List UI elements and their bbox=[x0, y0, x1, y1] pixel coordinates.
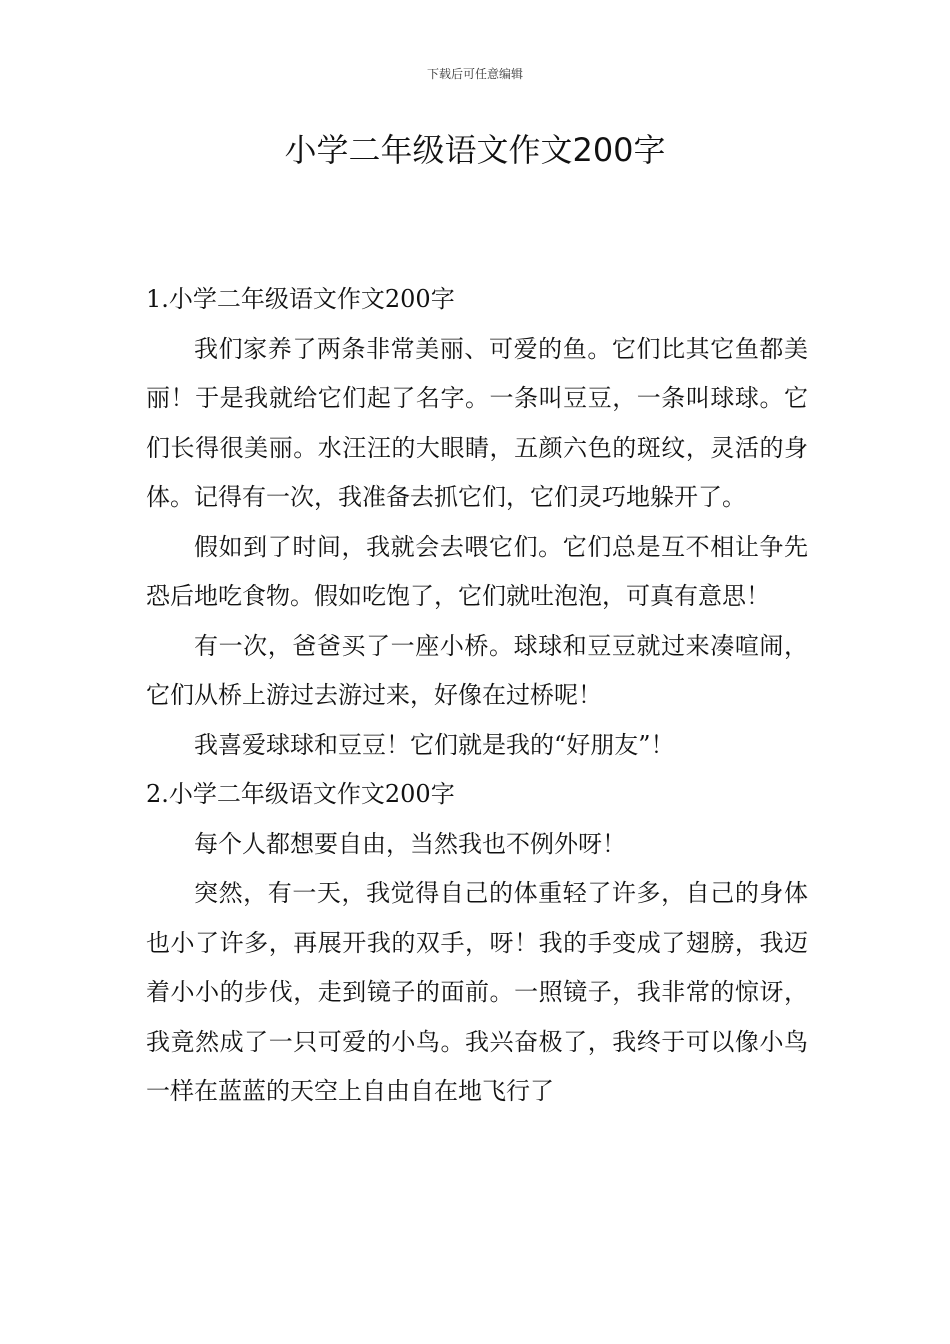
paragraph: 我喜爱球球和豆豆！它们就是我的“好朋友”！ bbox=[194, 730, 675, 759]
document-body bbox=[146, 275, 808, 1117]
paragraph: 每个人都想要自由，当然我也不例外呀！ bbox=[194, 829, 626, 858]
paragraph: 我们家养了两条非常美丽、可爱的鱼。它们比其它鱼都美丽！于是我就给它们起了名字。一条叫豆豆，一条叫球球。它们长得很美丽。水汪汪的大眼睛，五颜六色的斑纹，灵活的身体。记得有一次，我准备去抓它们，它们灵巧地躲开了。 bbox=[146, 334, 808, 511]
paragraph: 突然，有一天，我觉得自己的体重轻了许多，自己的身体也小了许多，再展开我的双手，呀！我的手变成了翅膀，我迈着小小的步伐，走到镜子的面前。一照镜子，我非常的惊讶，我竟然成了一只可爱的小鸟。我兴奋极了，我终于可以像小鸟一样在蓝蓝的天空上自由自在地飞行了 bbox=[146, 879, 808, 1105]
paragraph: 假如到了时间，我就会去喂它们。它们总是互不相让争先恐后地吃食物。假如吃饱了，它们就吐泡泡，可真有意思！ bbox=[146, 532, 808, 610]
header-note: 下载后可任意编辑 bbox=[426, 67, 523, 81]
page-title: 小学二年级语文作文200字 bbox=[284, 131, 666, 169]
section-heading-1: 1.小学二年级语文作文200字 bbox=[146, 285, 455, 313]
section-heading-2: 2.小学二年级语文作文200字 bbox=[146, 780, 455, 808]
paragraph: 有一次，爸爸买了一座小桥。球球和豆豆就过来凑喧闹，它们从桥上游过去游过来，好像在过桥呢！ bbox=[146, 631, 808, 709]
